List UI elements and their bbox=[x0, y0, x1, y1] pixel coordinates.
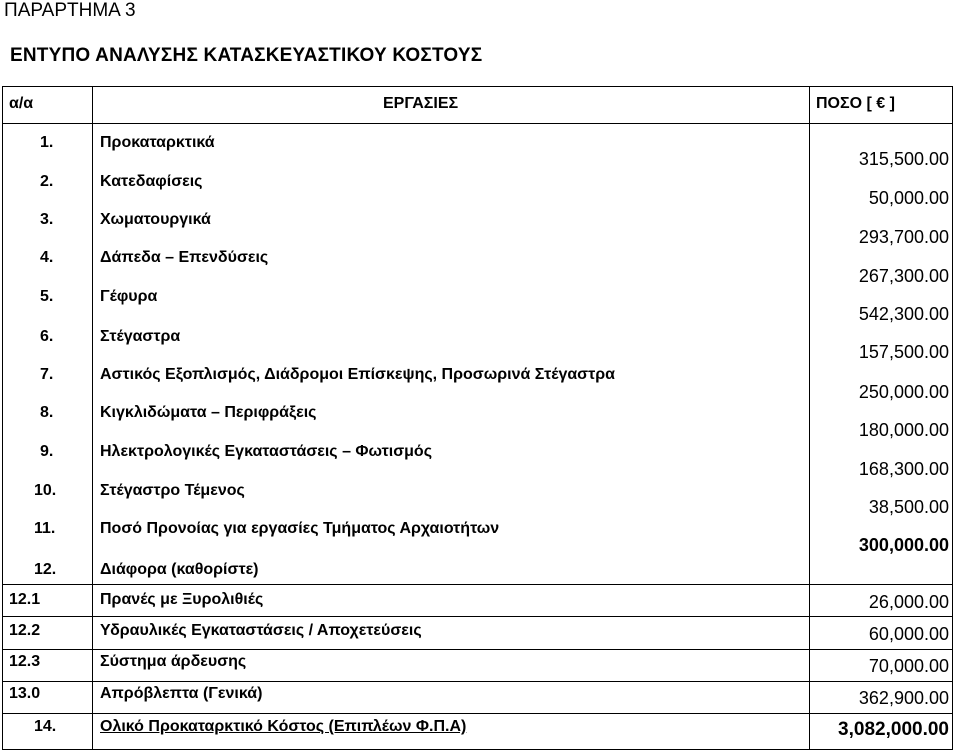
row-description: Στέγαστρα bbox=[100, 328, 181, 345]
row-description: Κιγκλιδώματα – Περιφράξεις bbox=[100, 404, 317, 421]
row-number: 12.1 bbox=[9, 591, 41, 608]
row-divider bbox=[2, 681, 953, 682]
header-divider bbox=[2, 123, 953, 124]
total-amount: 3,082,000.00 bbox=[838, 719, 949, 740]
header-amount: ΠΟΣΟ [ € ] bbox=[816, 95, 895, 112]
header-works: ΕΡΓΑΣΙΕΣ bbox=[383, 95, 459, 112]
row-amount: 180,000.00 bbox=[858, 420, 949, 440]
row-description: Γέφυρα bbox=[100, 288, 158, 305]
row-description: Ποσό Προνοίας για εργασίες Τμήματος Αρχαιοτήτων bbox=[100, 520, 500, 537]
row-number: 14. bbox=[34, 718, 57, 735]
row-amount: 157,500.00 bbox=[858, 342, 949, 362]
row-number: 13.0 bbox=[9, 685, 41, 702]
row-number: 1. bbox=[40, 134, 54, 151]
row-divider bbox=[2, 713, 953, 714]
row-amount: 26,000.00 bbox=[868, 592, 949, 612]
row-description: Πρανές με Ξυρολιθιές bbox=[100, 591, 264, 608]
row-amount: 267,300.00 bbox=[858, 266, 949, 286]
row-number: 3. bbox=[40, 211, 54, 228]
row-description: Χωματουργικά bbox=[100, 211, 211, 228]
row-number: 11. bbox=[34, 520, 56, 537]
row-amount: 315,500.00 bbox=[858, 149, 949, 169]
document-title: ΕΝΤΥΠΟ ΑΝΑΛΥΣΗΣ ΚΑΤΑΣΚΕΥΑΣΤΙΚΟΥ ΚΟΣΤΟΥΣ bbox=[10, 45, 483, 66]
row-amount: 300,000.00 bbox=[858, 535, 949, 555]
row-description: Προκαταρκτικά bbox=[100, 134, 215, 151]
row-divider bbox=[2, 649, 953, 650]
row-amount: 70,000.00 bbox=[868, 656, 949, 676]
row-amount: 50,000.00 bbox=[868, 188, 949, 208]
row-description: Αστικός Εξοπλισμός, Διάδρομοι Επίσκεψης, Προσωρινά Στέγαστρα bbox=[100, 366, 615, 383]
row-number: 9. bbox=[40, 443, 54, 460]
column-divider bbox=[92, 86, 93, 750]
row-divider bbox=[2, 584, 953, 585]
row-amount: 542,300.00 bbox=[858, 304, 949, 324]
row-number: 12. bbox=[34, 561, 57, 578]
row-amount: 362,900.00 bbox=[858, 688, 949, 708]
row-description: Απρόβλεπτα (Γενικά) bbox=[100, 685, 263, 702]
row-amount: 38,500.00 bbox=[868, 497, 949, 517]
row-number: 10. bbox=[34, 482, 57, 499]
row-description: Δάπεδα – Επενδύσεις bbox=[100, 249, 269, 266]
header-number: α/α bbox=[9, 95, 34, 112]
row-description: Διάφορα (καθορίστε) bbox=[100, 561, 259, 578]
row-number: 2. bbox=[40, 173, 54, 190]
row-description: Σύστημα άρδευσης bbox=[100, 653, 247, 670]
row-number: 6. bbox=[40, 328, 54, 345]
column-divider bbox=[809, 86, 810, 750]
row-number: 7. bbox=[40, 366, 54, 383]
row-amount: 293,700.00 bbox=[858, 227, 949, 247]
total-description: Ολικό Προκαταρκτικό Κόστος (Επιπλέων Φ.Π.Α) bbox=[100, 718, 467, 735]
row-divider bbox=[2, 616, 953, 617]
row-number: 12.2 bbox=[9, 622, 41, 639]
row-number: 4. bbox=[40, 249, 54, 266]
row-number: 12.3 bbox=[9, 653, 41, 670]
row-description: Στέγαστρο Τέμενος bbox=[100, 482, 245, 499]
row-amount: 60,000.00 bbox=[868, 624, 949, 644]
cost-analysis-table bbox=[2, 86, 953, 750]
row-description: Κατεδαφίσεις bbox=[100, 173, 203, 190]
row-number: 8. bbox=[40, 404, 54, 421]
row-description: Ηλεκτρολογικές Εγκαταστάσεις – Φωτισμός bbox=[100, 443, 433, 460]
row-description: Υδραυλικές Εγκαταστάσεις / Αποχετεύσεις bbox=[100, 622, 422, 639]
row-number: 5. bbox=[40, 288, 54, 305]
annex-label: ΠΑΡΑΡΤΗΜΑ 3 bbox=[4, 0, 136, 21]
row-amount: 168,300.00 bbox=[858, 459, 949, 479]
row-amount: 250,000.00 bbox=[858, 382, 949, 402]
